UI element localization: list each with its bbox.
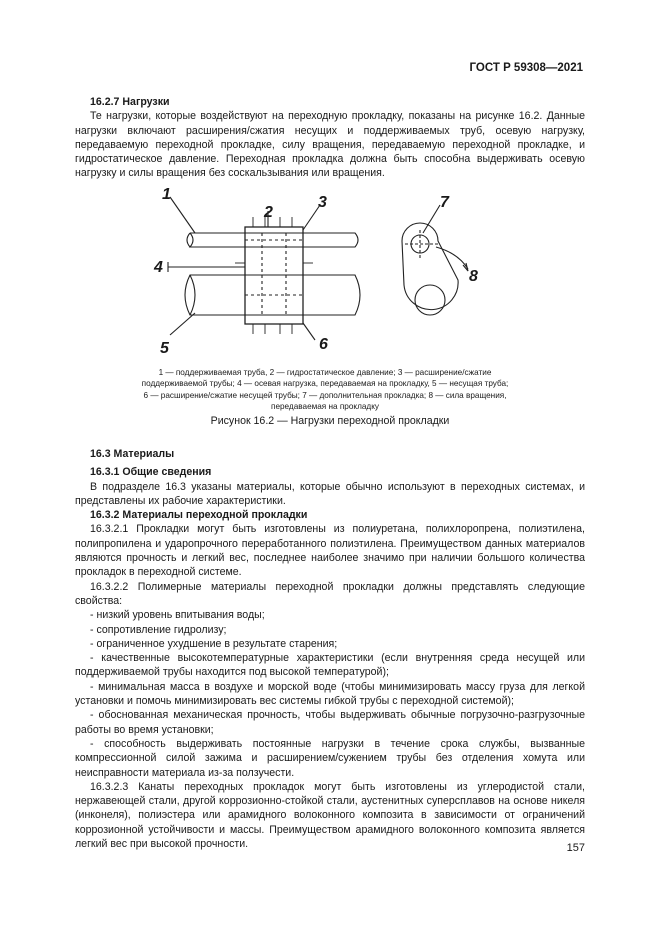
section-16-2-7	[75, 95, 585, 181]
side-lower-hole	[415, 285, 445, 315]
figure-label-4: 4	[154, 259, 163, 276]
section-heading: 16.2.7 Нагрузки	[90, 96, 170, 108]
figure-title: Рисунок 16.2 — Нагрузки переходной прокладки	[210, 415, 450, 427]
section-heading: 16.3 Материалы	[90, 448, 175, 460]
upper-pipe	[190, 233, 358, 247]
side-clamp-outline	[402, 223, 458, 310]
lower-pipe-left-end	[190, 275, 195, 315]
figure-label-8: 8	[469, 268, 478, 285]
list-item: - низкий уровень впитывания воды;	[90, 609, 265, 622]
subsection-heading: 16.3.1 Общие сведения	[90, 466, 212, 479]
list-item: - минимальная масса в воздухе и морской воде (чтобы минимизировать массу груза для легкой установки и помочь минимизировать вес системы гибкой трубы с переходной системой);	[75, 680, 585, 708]
list-item: - ограниченное ухудшение в результате старения;	[90, 637, 338, 650]
paragraph: 16.3.2.3 Канаты переходных прокладок могут быть изготовлены из углеродистой стали, нержавеющей стали, другой коррозионно-стойкой стали, аустенитных суперсплавов на основе никеля (инконеля), полиэстера или арамидного волоконного композита в зависимости от ограничений коррозионной устойчивости и массы. Преимуществом арамидного волоконного композита является легкий вес при высокой прочности.	[75, 780, 585, 851]
figure-label-7: 7	[440, 194, 449, 211]
figure-label-1: 1	[162, 186, 171, 203]
paragraph: В подразделе 16.3 указаны материалы, которые обычно используют в переходных системах, и представлены их рабочие характеристики.	[75, 480, 585, 507]
leader-6	[303, 323, 315, 340]
figure-label-2: 2	[264, 204, 273, 221]
section-16-3	[75, 447, 585, 851]
paragraph: 16.3.2.1 Прокладки могут быть изготовлены из полиуретана, полихлоропрена, полиэтилена, полипропилена и ударопрочного переработанного полиэтилена. Преимуществом данных материалов являются прочность и легкий вес, последнее наиболее значимо при наличии большого количества прокладок в переходной системе.	[75, 523, 585, 579]
list-item: - качественные высокотемпературные характеристики (если внутренняя среда несущей или поддерживаемой трубы находится под высокой температурой);	[75, 652, 585, 679]
figure-label-5: 5	[160, 340, 169, 357]
leader-7	[423, 205, 440, 233]
rotation-arrowhead	[463, 263, 468, 271]
list-item: - способность выдерживать постоянные нагрузки в течение срока службы, вызванные компрессионной силой зажима и расширением/сужением трубы без отделения хомута или неисправности материала из-за ползучести.	[75, 737, 585, 779]
figure-label-3: 3	[318, 194, 327, 211]
upper-pipe-left-end	[187, 233, 190, 247]
page-number: 157	[566, 842, 585, 854]
subsection-heading: 16.3.2 Материалы переходной прокладки	[90, 509, 308, 522]
paragraph: Те нагрузки, которые воздействуют на переходную прокладку, показаны на рисунке 16.2. Данные нагрузки включают расширения/сжатия несущих и поддерживаемых труб, осевую нагрузку, передаваемую переходной прокладке, силу вращения, передаваемую переходной прокладке, и гидростатическое давление. Переходная прокладка должна быть способна выдерживать осевую нагрузку и силы вращения без соскальзывания или вращения.	[75, 110, 585, 180]
document-id: ГОСТ Р 59308—2021	[469, 62, 583, 74]
list-item: - сопротивление гидролизу;	[90, 623, 227, 636]
list-item: - обоснованная механическая прочность, чтобы выдерживать обычные погрузочно-разгрузочные работы во время установки;	[75, 709, 585, 736]
leader-5	[170, 313, 195, 335]
leader-1	[170, 197, 195, 233]
figure-label-6: 6	[319, 336, 328, 353]
lower-pipe	[185, 275, 360, 315]
figure-legend: 1 — поддерживаемая труба, 2 — гидростатическое давление; 3 — расширение/сжатие поддерживаемой трубы; 4 — осевая нагрузка, передаваемая на прокладку, 5 — несущая труба; 6 — расширение/сжатие несущей трубы; 7 — дополнительная прокладка; 8 — сила вращения, передаваемая на прокладку	[141, 368, 509, 412]
paragraph: 16.3.2.2 Полимерные материалы переходной прокладки должны представлять следующие свойства:	[75, 580, 585, 607]
